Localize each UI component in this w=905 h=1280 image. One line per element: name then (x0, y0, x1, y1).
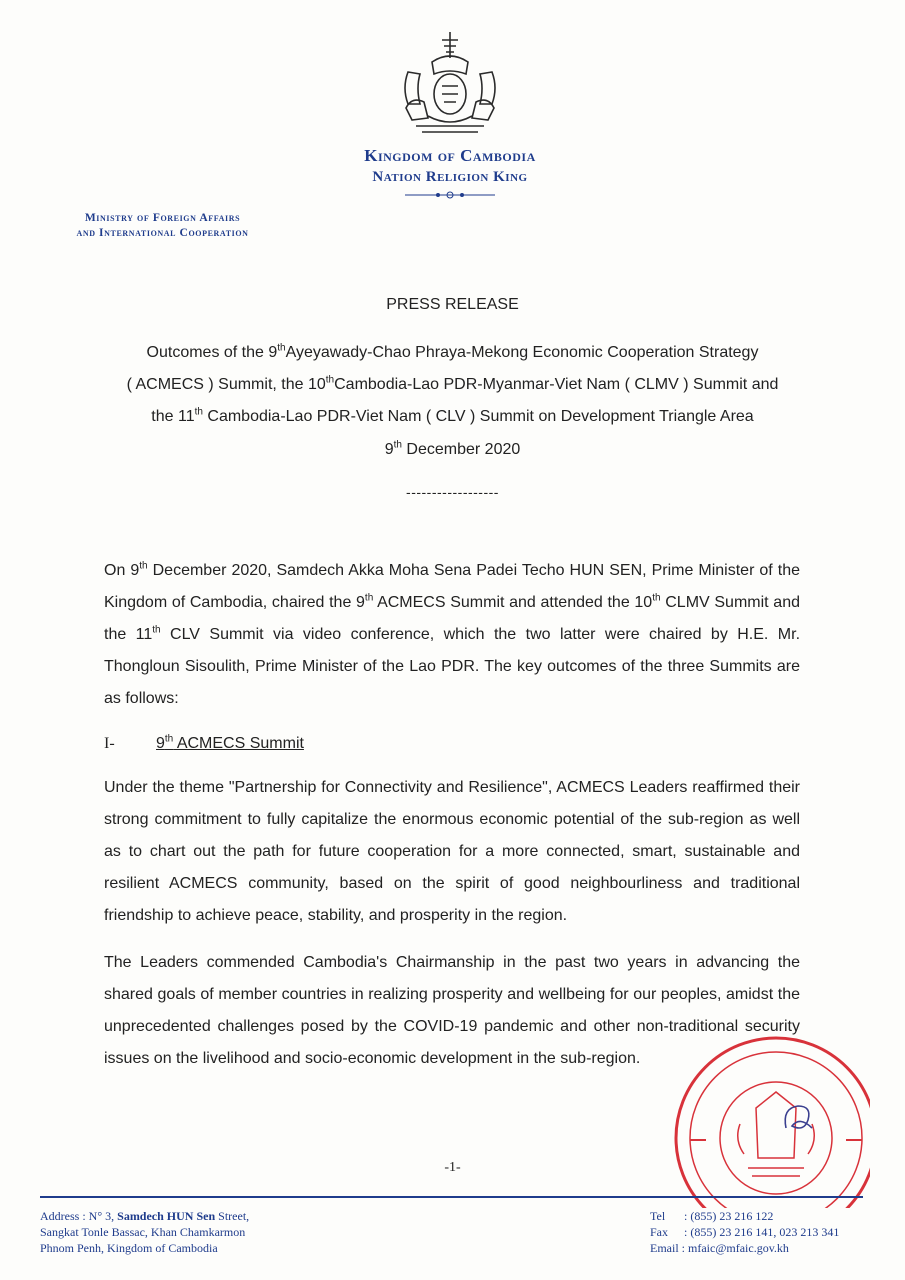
section-title: 9th ACMECS Summit (156, 733, 304, 752)
footer-contact (650, 1208, 900, 1256)
cambodia-coat-of-arms-emblem (392, 28, 508, 138)
section-number: I- (104, 735, 115, 752)
email-link[interactable]: : mfaic@mfaic.gov.kh (681, 1241, 789, 1255)
fax-line: Fax : (855) 23 216 141, 023 213 341 (650, 1225, 840, 1239)
title-line-3: the 11th Cambodia-Lao PDR-Viet Nam ( CLV ) Summit on Development Triangle Area (151, 406, 754, 425)
kingdom-header (300, 146, 600, 186)
ornamental-divider-icon (405, 190, 495, 200)
address-line-1: Address : N° 3, Samdech HUN Sen Street, (40, 1209, 250, 1223)
address-line-2: Sangkat Tonle Bassac, Khan Chamkarmon (40, 1225, 246, 1239)
ministry-seal-stamp-icon (648, 1028, 870, 1208)
section-heading-acmecs (104, 735, 304, 753)
theme-paragraph: Under the theme "Partnership for Connectivity and Resilience", ACMECS Leaders reaffirmed their strong commitment to fully capitalize the enormous economic potential of the sub-region as well as to chart out the path for future cooperation for a more connected, smart, sustainable and resilient ACMECS community, based on the spirit of good neighbourliness and traditional friendship to achieve peace, stability, and prosperity in the region. (104, 779, 800, 924)
ministry-name (40, 211, 285, 241)
press-release-date: 9th December 2020 (384, 439, 521, 458)
ministry-line-2: and International Cooperation (76, 227, 249, 239)
title-separator: ------------------ (406, 484, 499, 500)
chairmanship-paragraph: The Leaders commended Cambodia's Chairmanship in the past two years in advancing the shared goals of member countries in realizing prosperity and wellbeing for our peoples, amidst the unprecedented challenges posed by the COVID-19 pandemic and other non-traditional security issues on the livelihood and socio-economic development in the sub-region. (104, 954, 800, 1067)
email-line: Email : mfaic@mfaic.gov.kh (650, 1241, 789, 1255)
footer-divider (40, 1196, 863, 1198)
page-number: -1- (444, 1160, 461, 1175)
signature-mark-icon (778, 1098, 818, 1138)
ministry-line-1: Ministry of Foreign Affairs (84, 212, 241, 224)
intro-paragraph: On 9th December 2020, Samdech Akka Moha Sena Padei Techo HUN SEN, Prime Minister of the Kingdom of Cambodia, chaired the 9th ACMECS Summit and attended the 10th CLMV Summit and the 11th CLV Summit via video conference, which the two latter were chaired by H.E. Mr. Thongloun Sisoulith, Prime Minister of the Lao PDR. The key outcomes of the three Summits are as follows: (104, 560, 801, 707)
tel-line: Tel : (855) 23 216 122 (650, 1209, 774, 1223)
title-line-2: ( ACMECS ) Summit, the 10thCambodia-Lao PDR-Myanmar-Viet Nam ( CLMV ) Summit and (126, 374, 779, 393)
press-release-title (100, 337, 805, 433)
title-line-1: Outcomes of the 9thAyeyawady-Chao Phraya-Mekong Economic Cooperation Strategy (146, 342, 759, 361)
kingdom-title: Kingdom of Cambodia (364, 146, 536, 165)
address-line-3: Phnom Penh, Kingdom of Cambodia (40, 1241, 218, 1255)
footer-address (40, 1208, 370, 1256)
press-release-label: PRESS RELEASE (386, 296, 519, 313)
national-motto: Nation Religion King (372, 169, 528, 185)
